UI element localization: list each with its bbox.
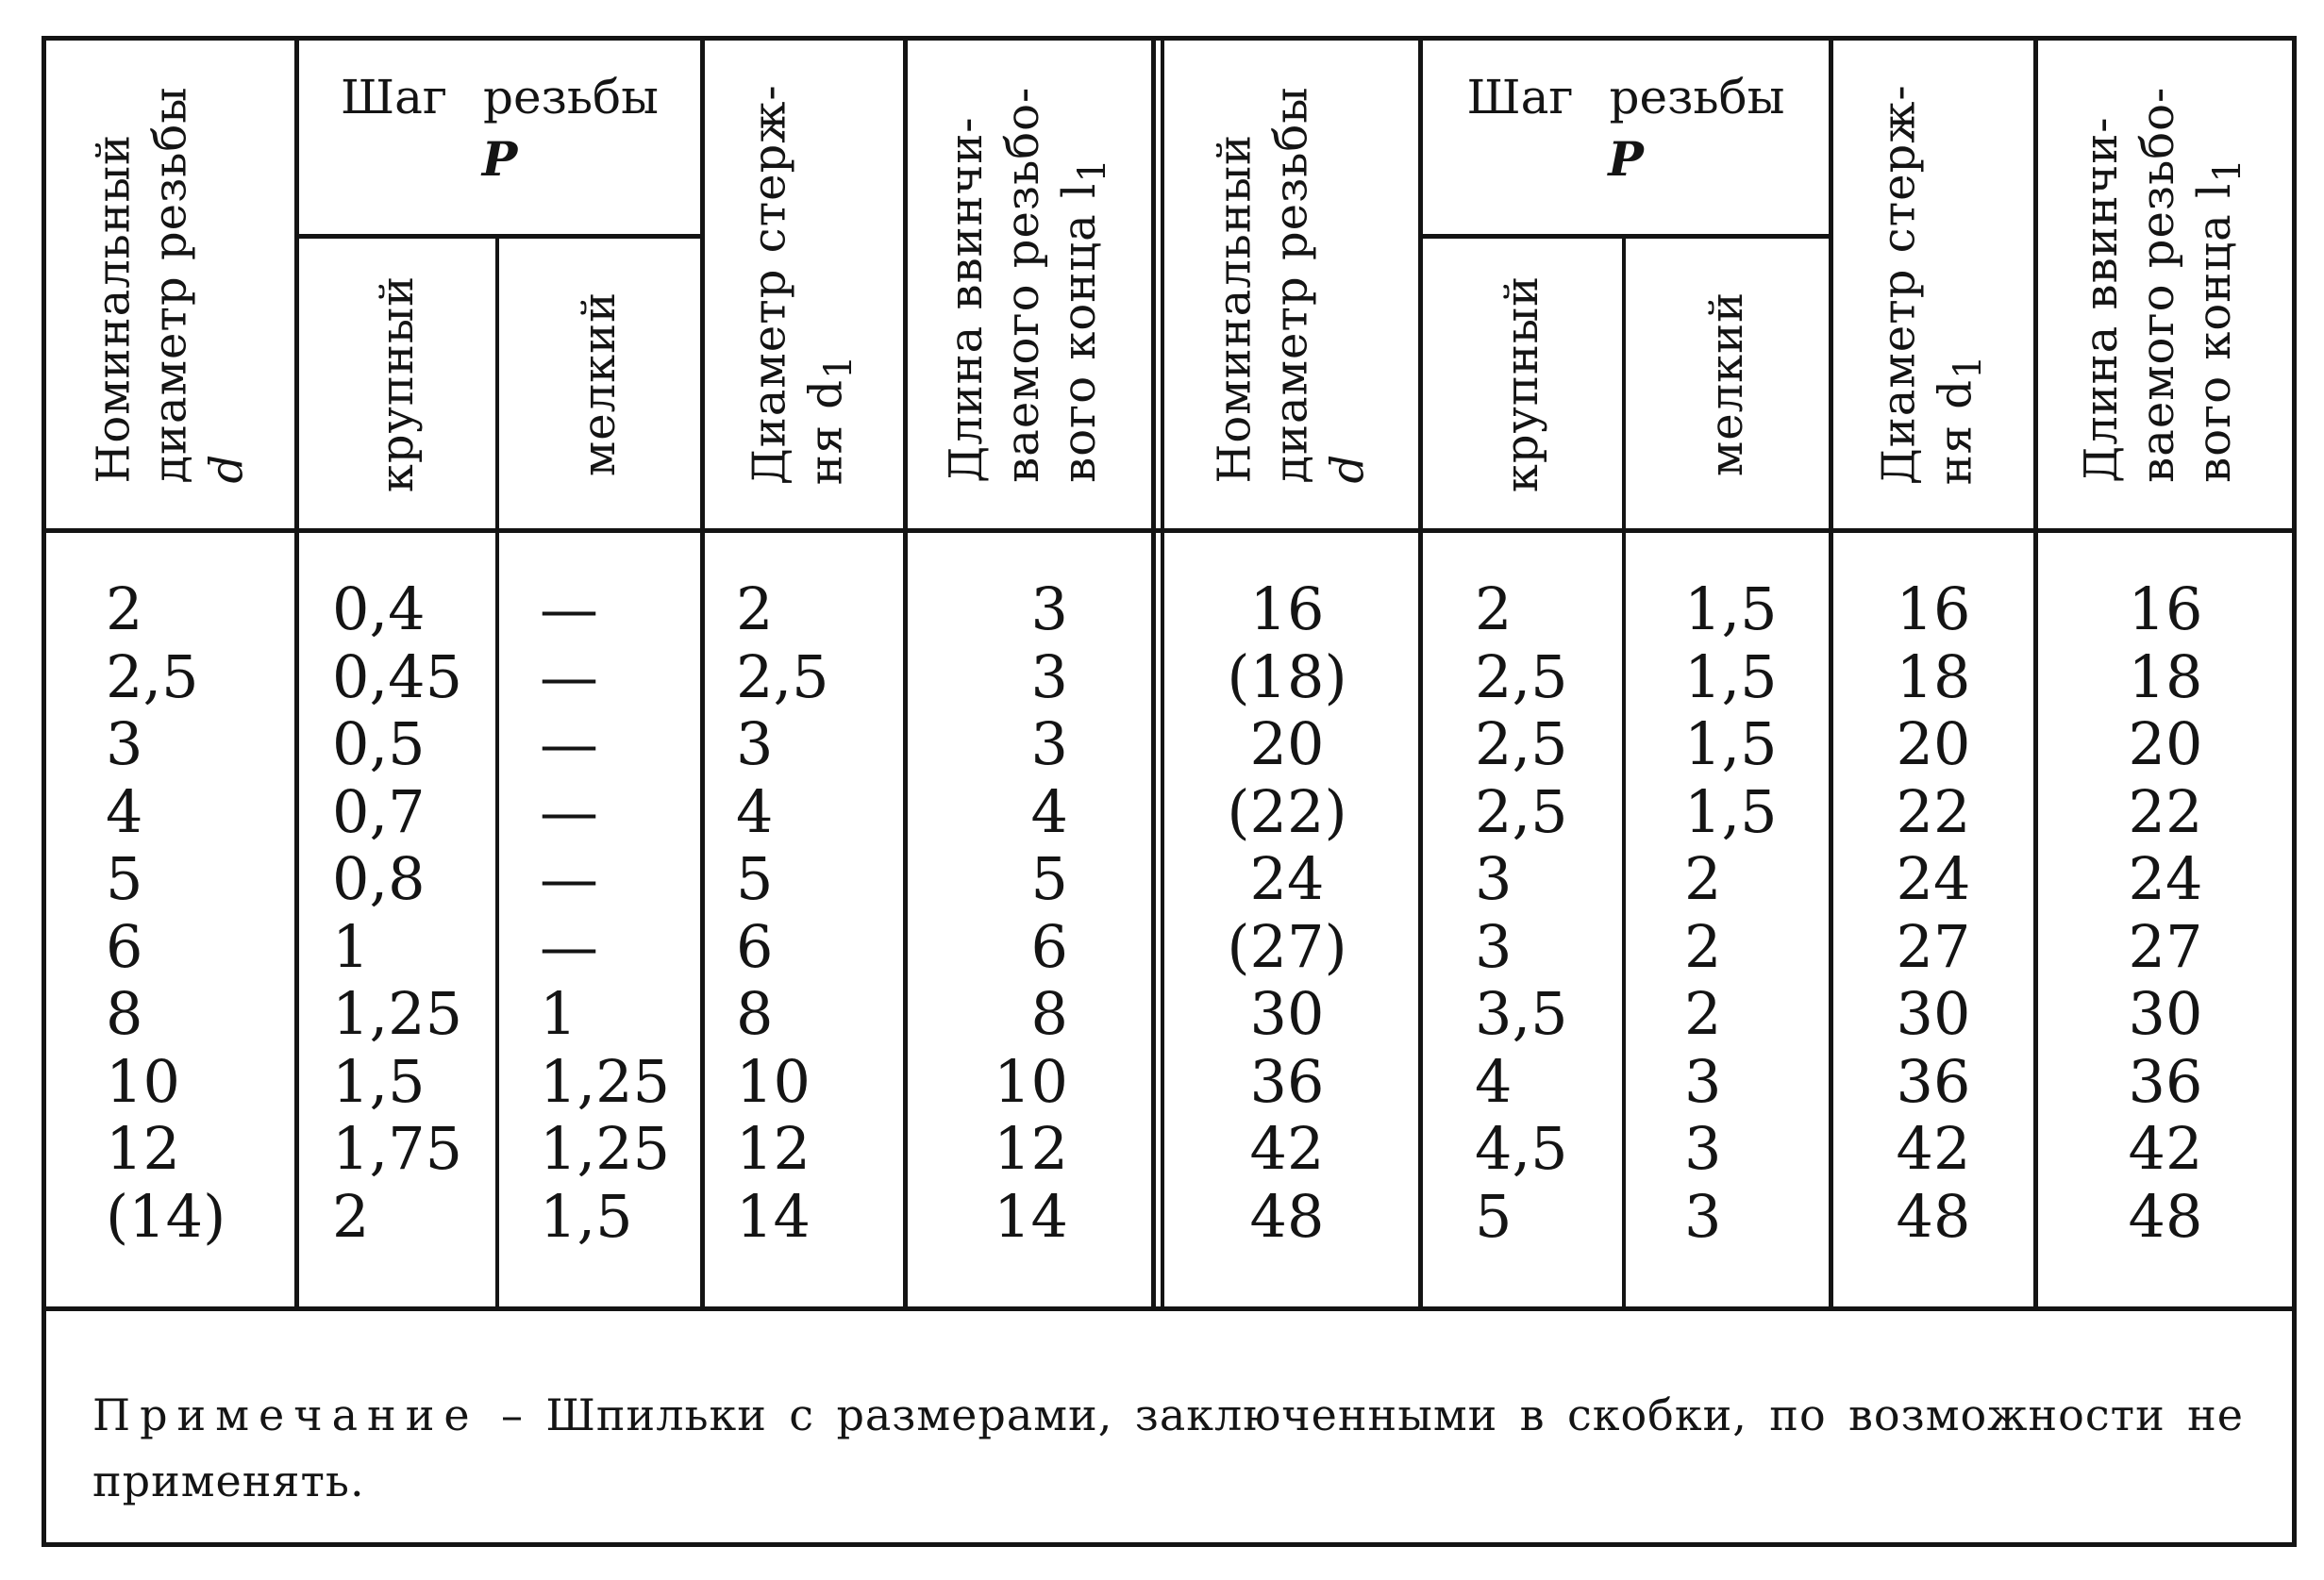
table-cell: 12 bbox=[736, 1114, 811, 1183]
table-cell: 42 bbox=[1896, 1114, 1971, 1183]
rule-v5a bbox=[1151, 36, 1156, 1309]
header-screw-length-left: Длина ввинчи- ваемого резьбо- вого конца $l_1$ bbox=[940, 86, 1114, 483]
table-cell: 3 bbox=[1475, 911, 1513, 981]
table-cell: (14) bbox=[106, 1181, 226, 1251]
table-cell: 1 bbox=[332, 911, 370, 981]
table-cell: 2 bbox=[332, 1181, 370, 1251]
table-cell: 1,5 bbox=[332, 1046, 426, 1116]
header-screw-length-right: Длина ввинчи- ваемого резьбо- вого конца $l_1$ bbox=[2075, 86, 2250, 483]
table-cell: 22 bbox=[2128, 776, 2203, 846]
table-cell: 42 bbox=[1249, 1114, 1325, 1183]
table-cell: 20 bbox=[1896, 709, 1971, 778]
table-cell: 10 bbox=[736, 1046, 811, 1116]
table-cell: 4 bbox=[106, 776, 143, 846]
table-cell: 36 bbox=[1896, 1046, 1971, 1116]
table-cell: 3 bbox=[736, 709, 774, 778]
table-cell: 3 bbox=[1684, 1114, 1722, 1183]
table-cell: 30 bbox=[1249, 979, 1325, 1048]
rule-h-body bbox=[42, 1306, 2297, 1311]
header-fine-right: мелкий bbox=[1700, 291, 1754, 476]
table-cell: 20 bbox=[2128, 709, 2203, 778]
table-cell: 1,25 bbox=[332, 979, 463, 1048]
table-cell: 8 bbox=[736, 979, 774, 1048]
header-nominal-diameter-left: Номинальный диаметр резьбы d bbox=[87, 86, 254, 483]
table-cell: (27) bbox=[1227, 911, 1347, 981]
header-shank-diameter-right: Диаметр стерж- ня $d_1$ bbox=[1872, 84, 1990, 485]
table-cell: 16 bbox=[2128, 574, 2203, 643]
note-label: Примечание bbox=[92, 1389, 479, 1440]
table-cell: 2,5 bbox=[1475, 641, 1568, 711]
table-cell: 3 bbox=[106, 709, 143, 778]
table-cell: — bbox=[540, 641, 598, 711]
table-cell: 14 bbox=[736, 1181, 811, 1251]
table-cell: 36 bbox=[2128, 1046, 2203, 1116]
table-cell: — bbox=[540, 574, 598, 643]
table-cell: 0,4 bbox=[332, 574, 426, 643]
table-cell: 3,5 bbox=[1475, 979, 1568, 1048]
table-cell: 4,5 bbox=[1475, 1114, 1568, 1183]
header-coarse-left: крупный bbox=[371, 274, 424, 492]
column-coarse-right bbox=[1475, 575, 1616, 1250]
rule-v1 bbox=[294, 36, 299, 1309]
table-cell: 24 bbox=[1249, 844, 1325, 913]
table-cell: 8 bbox=[1030, 979, 1068, 1048]
table-cell: 1,5 bbox=[540, 1181, 633, 1251]
table-cell: 20 bbox=[1249, 709, 1325, 778]
table-cell: 6 bbox=[106, 911, 143, 981]
table-cell: 27 bbox=[1896, 911, 1971, 981]
table-cell: 2,5 bbox=[1475, 709, 1568, 778]
table-cell: 3 bbox=[1475, 844, 1513, 913]
table-cell: 3 bbox=[1030, 574, 1068, 643]
table-cell: — bbox=[540, 844, 598, 913]
table-cell: 12 bbox=[106, 1114, 180, 1183]
table-cell: 0,7 bbox=[332, 776, 426, 846]
rule-h-header bbox=[42, 528, 2297, 533]
table-cell: — bbox=[540, 911, 598, 981]
table-cell: 1,25 bbox=[540, 1046, 671, 1116]
table-cell: 1,5 bbox=[1684, 709, 1778, 778]
table-cell: 1 bbox=[540, 979, 577, 1048]
table-cell: 1,5 bbox=[1684, 776, 1778, 846]
table-cell: 2,5 bbox=[1475, 776, 1568, 846]
column-length-right bbox=[2066, 575, 2265, 1250]
table-cell: 1,25 bbox=[540, 1114, 671, 1183]
table-cell: 0,45 bbox=[332, 641, 463, 711]
table-cell: 3 bbox=[1030, 641, 1068, 711]
table-cell: 10 bbox=[994, 1046, 1068, 1116]
table-cell: 36 bbox=[1249, 1046, 1325, 1116]
table-cell: 6 bbox=[1030, 911, 1068, 981]
table-cell: 5 bbox=[1030, 844, 1068, 913]
table-cell: (18) bbox=[1227, 641, 1347, 711]
table-cell: 48 bbox=[1249, 1181, 1325, 1251]
note-dash: – bbox=[478, 1389, 546, 1440]
table-cell: 10 bbox=[106, 1046, 180, 1116]
table-cell: 8 bbox=[106, 979, 143, 1048]
table-cell: 1,5 bbox=[1684, 574, 1778, 643]
table-cell: 3 bbox=[1684, 1046, 1722, 1116]
header-thread-pitch-right: Шаг резьбы P bbox=[1466, 70, 1785, 187]
table-cell: 30 bbox=[2128, 979, 2203, 1048]
table-cell: 6 bbox=[736, 911, 774, 981]
column-fine-left bbox=[540, 575, 695, 1250]
table-cell: 3 bbox=[1030, 709, 1068, 778]
header-coarse-right: крупный bbox=[1496, 274, 1549, 492]
table-cell: 48 bbox=[1896, 1181, 1971, 1251]
table-cell: 2 bbox=[1475, 574, 1513, 643]
header-shank-diameter-left: Диаметр стерж- ня $d_1$ bbox=[743, 84, 861, 485]
column-nominal-right bbox=[1193, 575, 1381, 1250]
table-cell: 16 bbox=[1896, 574, 1971, 643]
table-cell: 0,8 bbox=[332, 844, 426, 913]
table-cell: 2,5 bbox=[736, 641, 829, 711]
column-shank-right bbox=[1833, 575, 2033, 1250]
rule-v6 bbox=[1418, 36, 1423, 1309]
table-cell: 48 bbox=[2128, 1181, 2203, 1251]
table-cell: 18 bbox=[2128, 641, 2203, 711]
table-cell: 30 bbox=[1896, 979, 1971, 1048]
table-cell: 14 bbox=[994, 1181, 1068, 1251]
table-cell: 16 bbox=[1249, 574, 1325, 643]
table-cell: 2 bbox=[1684, 979, 1722, 1048]
table-cell: 24 bbox=[2128, 844, 2203, 913]
table-cell: 5 bbox=[1475, 1181, 1513, 1251]
table-cell: 3 bbox=[1684, 1181, 1722, 1251]
table-cell: 5 bbox=[106, 844, 143, 913]
column-nominal-left bbox=[106, 575, 294, 1250]
table-cell: 4 bbox=[1475, 1046, 1513, 1116]
table-cell: 27 bbox=[2128, 911, 2203, 981]
table-cell: — bbox=[540, 709, 598, 778]
column-length-left bbox=[908, 575, 1068, 1250]
table-cell: 1,75 bbox=[332, 1114, 463, 1183]
table-cell: 18 bbox=[1896, 641, 1971, 711]
table-cell: 2 bbox=[1684, 911, 1722, 981]
table-cell: (22) bbox=[1227, 776, 1347, 846]
table-cell: 2 bbox=[736, 574, 774, 643]
table-note bbox=[92, 1382, 2244, 1514]
table-cell: 5 bbox=[736, 844, 774, 913]
table-cell: 12 bbox=[994, 1114, 1068, 1183]
table-cell: 42 bbox=[2128, 1114, 2203, 1183]
table-cell: 24 bbox=[1896, 844, 1971, 913]
header-thread-pitch-left: Шаг резьбы P bbox=[341, 70, 659, 187]
table-cell: 1,5 bbox=[1684, 641, 1778, 711]
header-nominal-diameter-right: Номинальный диаметр резьбы d bbox=[1208, 86, 1375, 483]
table-cell: 4 bbox=[1030, 776, 1068, 846]
column-shank-left bbox=[736, 575, 901, 1250]
table-cell: 4 bbox=[736, 776, 774, 846]
note-text: Шпильки с размерами, заключенными в скобки, по возможности не применять. bbox=[92, 1389, 2244, 1506]
table-cell: — bbox=[540, 776, 598, 846]
table-cell: 0,5 bbox=[332, 709, 426, 778]
table-cell: 22 bbox=[1896, 776, 1971, 846]
table-cell: 2 bbox=[106, 574, 143, 643]
column-coarse-left bbox=[332, 575, 493, 1250]
table-cell: 2,5 bbox=[106, 641, 199, 711]
column-fine-right bbox=[1684, 575, 1826, 1250]
table-cell: 2 bbox=[1684, 844, 1722, 913]
header-fine-left: мелкий bbox=[573, 291, 627, 476]
